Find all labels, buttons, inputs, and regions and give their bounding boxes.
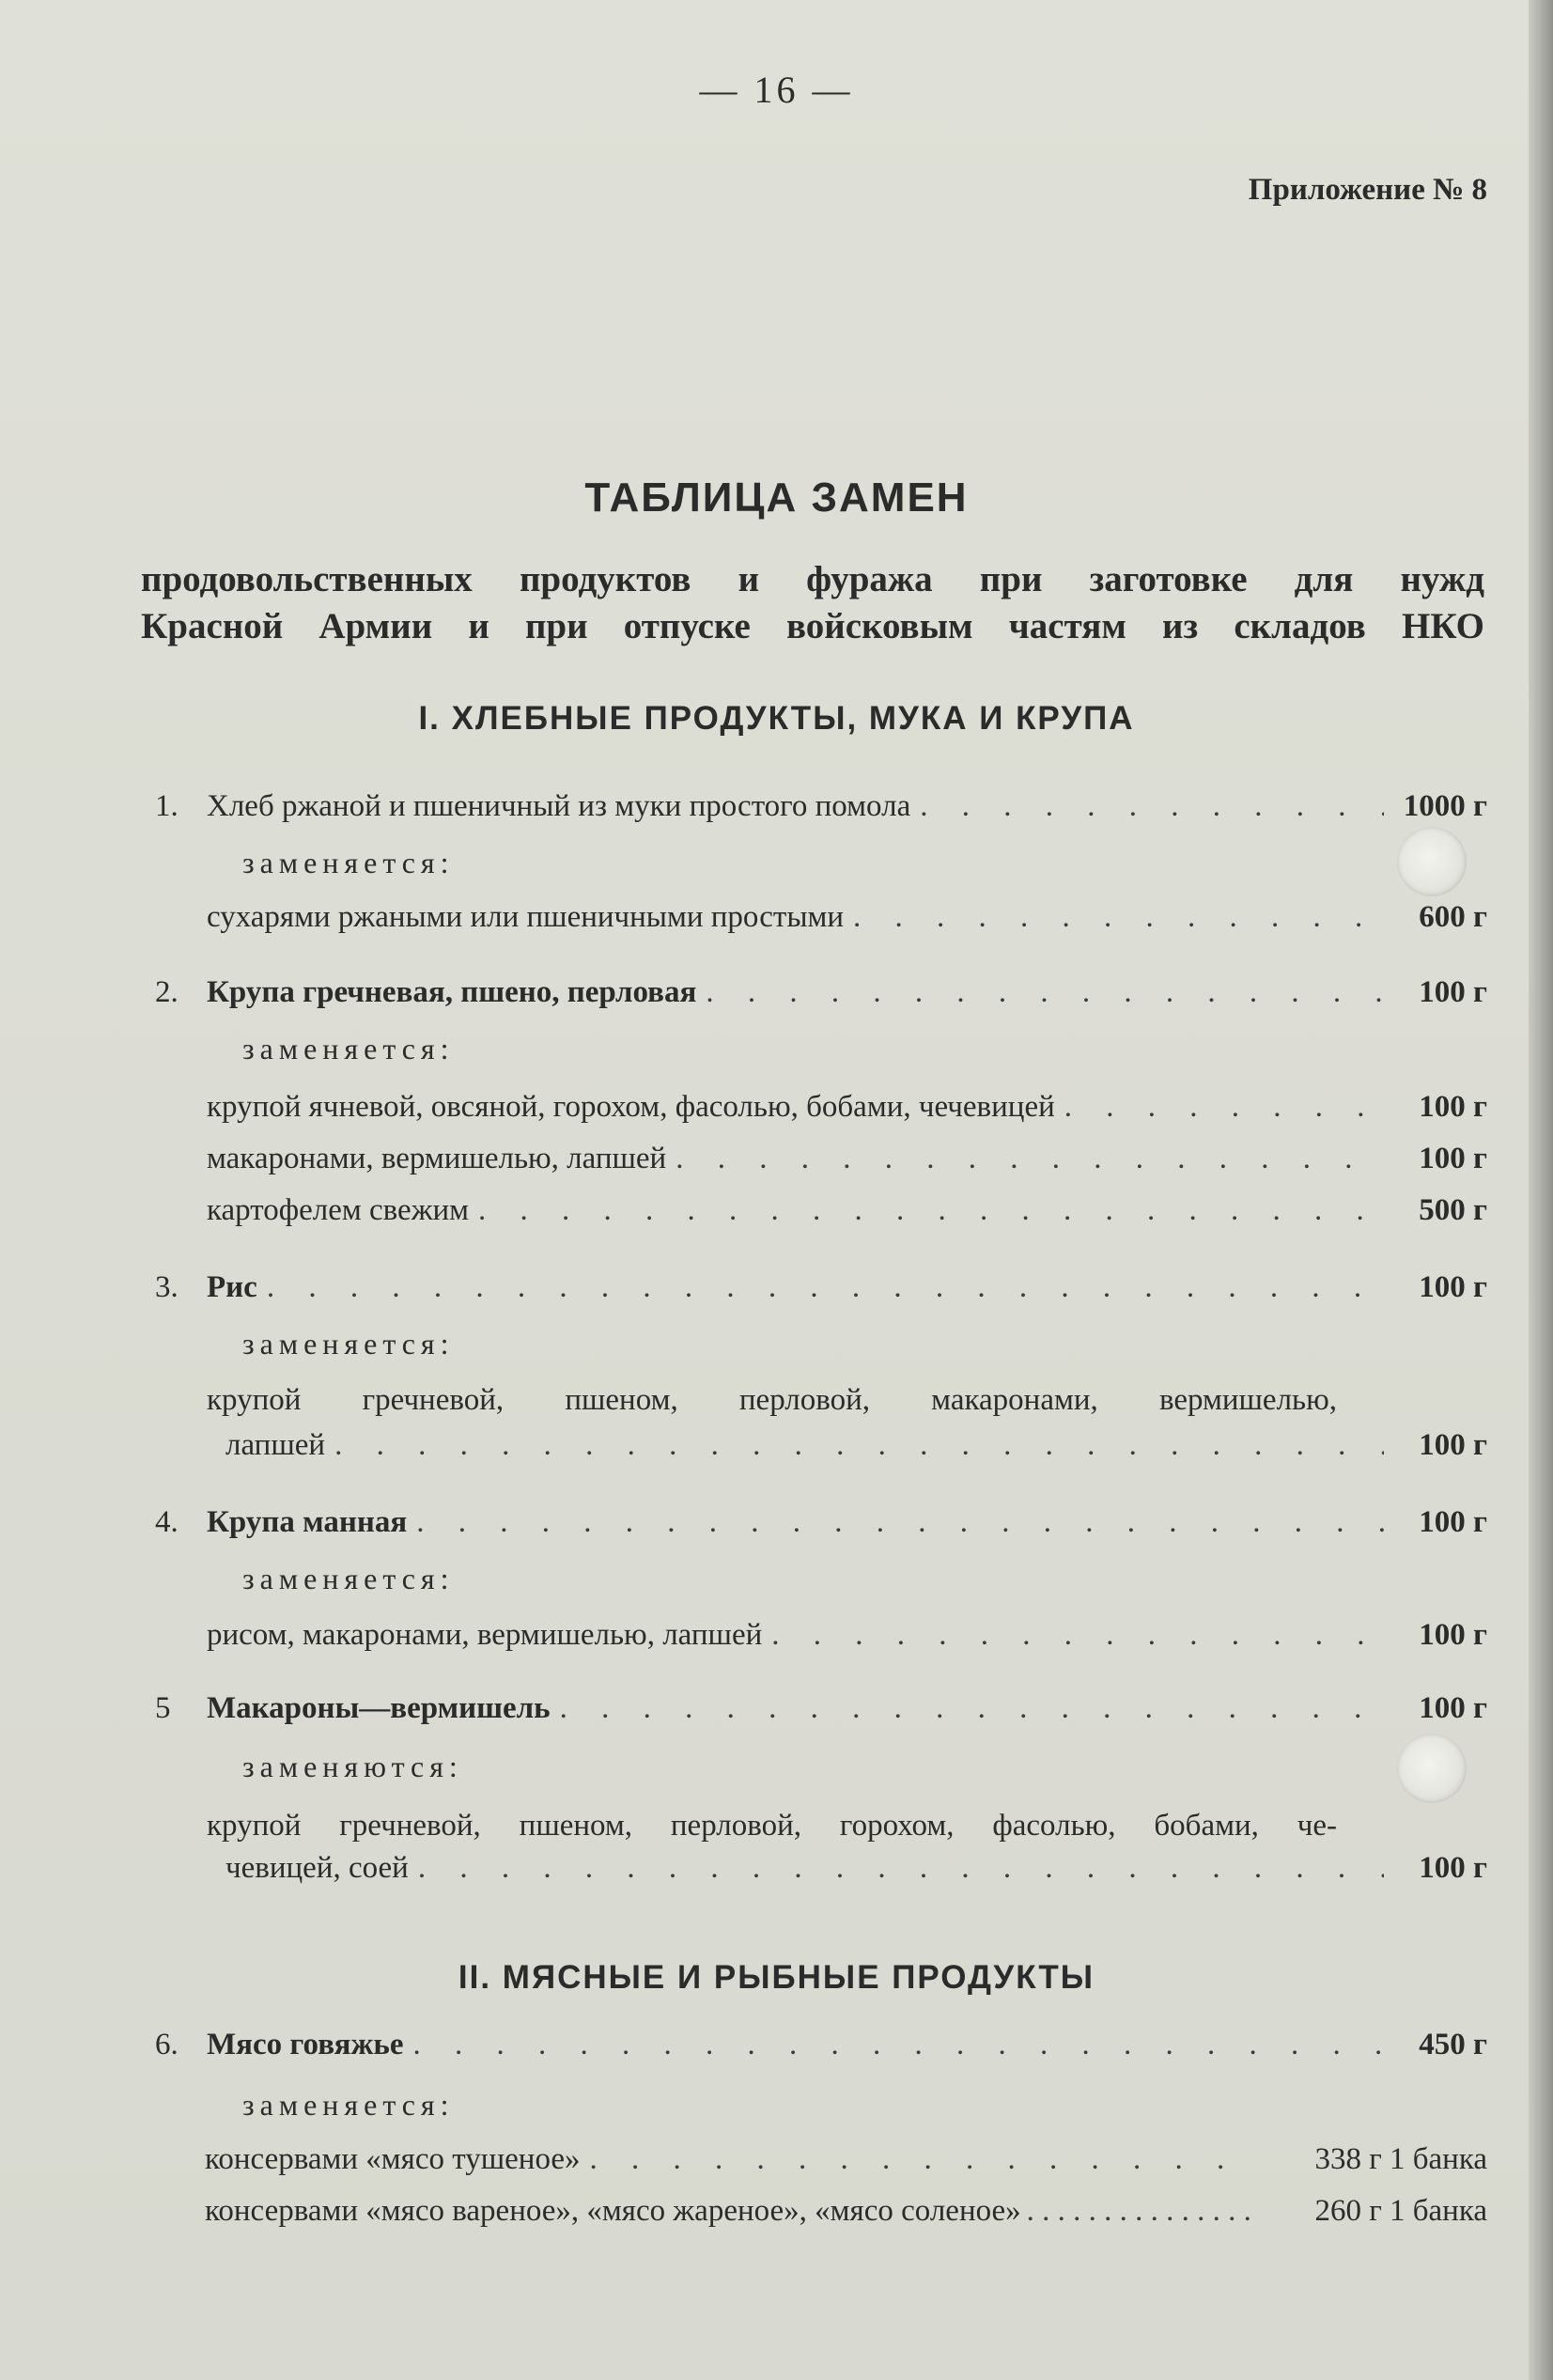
item-name: Крупа манная [207,1505,408,1539]
leader-dots [1027,2194,1256,2229]
leader-dots [590,2142,1252,2177]
list-item [155,1142,1487,1183]
item-quantity: 500 г [1419,1193,1487,1227]
replaced-label: заменяется: [242,1562,455,1595]
item-name-line: крупой гречневой, пшеном, перловой, макаронами, вермишелью, [207,1383,1337,1417]
list-item [155,1505,1487,1547]
item-number: 3. [155,1270,179,1304]
list-item [225,1428,1487,1470]
list-item [155,1193,1487,1235]
list-item [155,1270,1487,1312]
leader-dots [706,975,1384,1010]
list-item [205,2142,1487,2184]
leader-dots [416,1505,1384,1540]
page-edge [1529,0,1553,2380]
item-name: сухарями ржаными или пшеничными простыми [207,900,845,934]
item-number: 1. [155,789,179,823]
item-name: консервами «мясо вареное», «мясо жареное», «мясо соленое» [205,2194,1021,2228]
item-quantity: 100 г [1419,1270,1487,1304]
leader-dots [920,789,1384,824]
list-item [225,1851,1487,1892]
item-quantity: 100 г [1419,1428,1487,1462]
leader-dots [267,1270,1384,1305]
item-name: Крупа гречневая, пшено, перловая [207,975,697,1009]
item-quantity: 100 г [1419,975,1487,1009]
leader-dots [418,1851,1384,1886]
list-item [155,900,1487,941]
item-name: рисом, макаронами, вермишелью, лапшей [207,1618,763,1652]
item-quantity: 1000 г [1403,789,1487,823]
punch-hole [1397,1734,1467,1803]
item-name: Мясо говяжье [207,2028,404,2061]
replaced-label: заменяются: [242,1750,463,1783]
item-quantity: 100 г [1419,1618,1487,1652]
item-quantity: 100 г [1419,1505,1487,1539]
leader-dots [1064,1090,1384,1125]
leader-dots [771,1618,1384,1653]
list-item [155,975,1487,1017]
item-quantity: 450 г [1419,2028,1487,2061]
leader-dots [478,1193,1384,1228]
replaced-label: заменяется: [242,846,455,879]
replaced-label: заменяется: [242,2088,455,2122]
item-quantity: 100 г [1419,1691,1487,1725]
page-subtitle [141,556,1484,650]
item-quantity: 100 г [1419,1851,1487,1885]
item-name: Макароны—вермишель [207,1691,551,1725]
item-name: Рис [207,1270,257,1304]
page-number: — 16 — [699,69,854,111]
list-item [155,1090,1487,1131]
item-quantity: 600 г [1419,900,1487,934]
item-name: крупой ячневой, овсяной, горохом, фасолью, бобами, чечевицей [207,1090,1055,1124]
item-name-line: крупой гречневой, пшеном, перловой, горохом, фасолью, бобами, че- [207,1809,1337,1843]
item-name: консервами «мясо тушеное» [205,2142,581,2176]
section-heading: I. ХЛЕБНЫЕ ПРОДУКТЫ, МУКА И КРУПА [418,700,1135,737]
leader-dots [853,900,1384,935]
item-name: картофелем свежим [207,1193,470,1227]
list-item [205,2194,1487,2235]
list-item [155,2028,1487,2069]
item-quantity: 338 г 1 банка [1314,2142,1487,2176]
item-name: лапшей [225,1428,326,1462]
list-item [155,1691,1487,1733]
item-quantity: 260 г 1 банка [1314,2194,1487,2228]
item-number: 4. [155,1505,179,1539]
replaced-label: заменяется: [242,1327,455,1361]
item-number: 6. [155,2028,179,2061]
section-heading: II. МЯСНЫЕ И РЫБНЫЕ ПРОДУКТЫ [458,1959,1095,1996]
leader-dots [560,1691,1384,1726]
list-item [155,1618,1487,1659]
punch-hole [1397,827,1467,896]
item-name: чевицей, соей [225,1851,409,1885]
replaced-label: заменяется: [242,1032,455,1066]
leader-dots [676,1142,1384,1176]
item-name: макаронами, вермишелью, лапшей [207,1142,667,1175]
subtitle-line: Красной Армии и при отпуске войсковым частям из складов НКО [141,606,1484,646]
item-quantity: 100 г [1419,1142,1487,1175]
item-number: 2. [155,975,179,1009]
list-item [155,789,1487,831]
appendix-label: Приложение № 8 [1248,173,1487,207]
item-name: Хлеб ржаной и пшеничный из муки простого помола [207,789,911,823]
page-title: ТАБЛИЦА ЗАМЕН [584,474,969,521]
leader-dots [334,1428,1384,1463]
item-number: 5 [155,1691,171,1725]
leader-dots [413,2028,1384,2062]
subtitle-line: продовольственных продуктов и фуража при заготовке для нужд [141,559,1484,599]
item-quantity: 100 г [1419,1090,1487,1124]
